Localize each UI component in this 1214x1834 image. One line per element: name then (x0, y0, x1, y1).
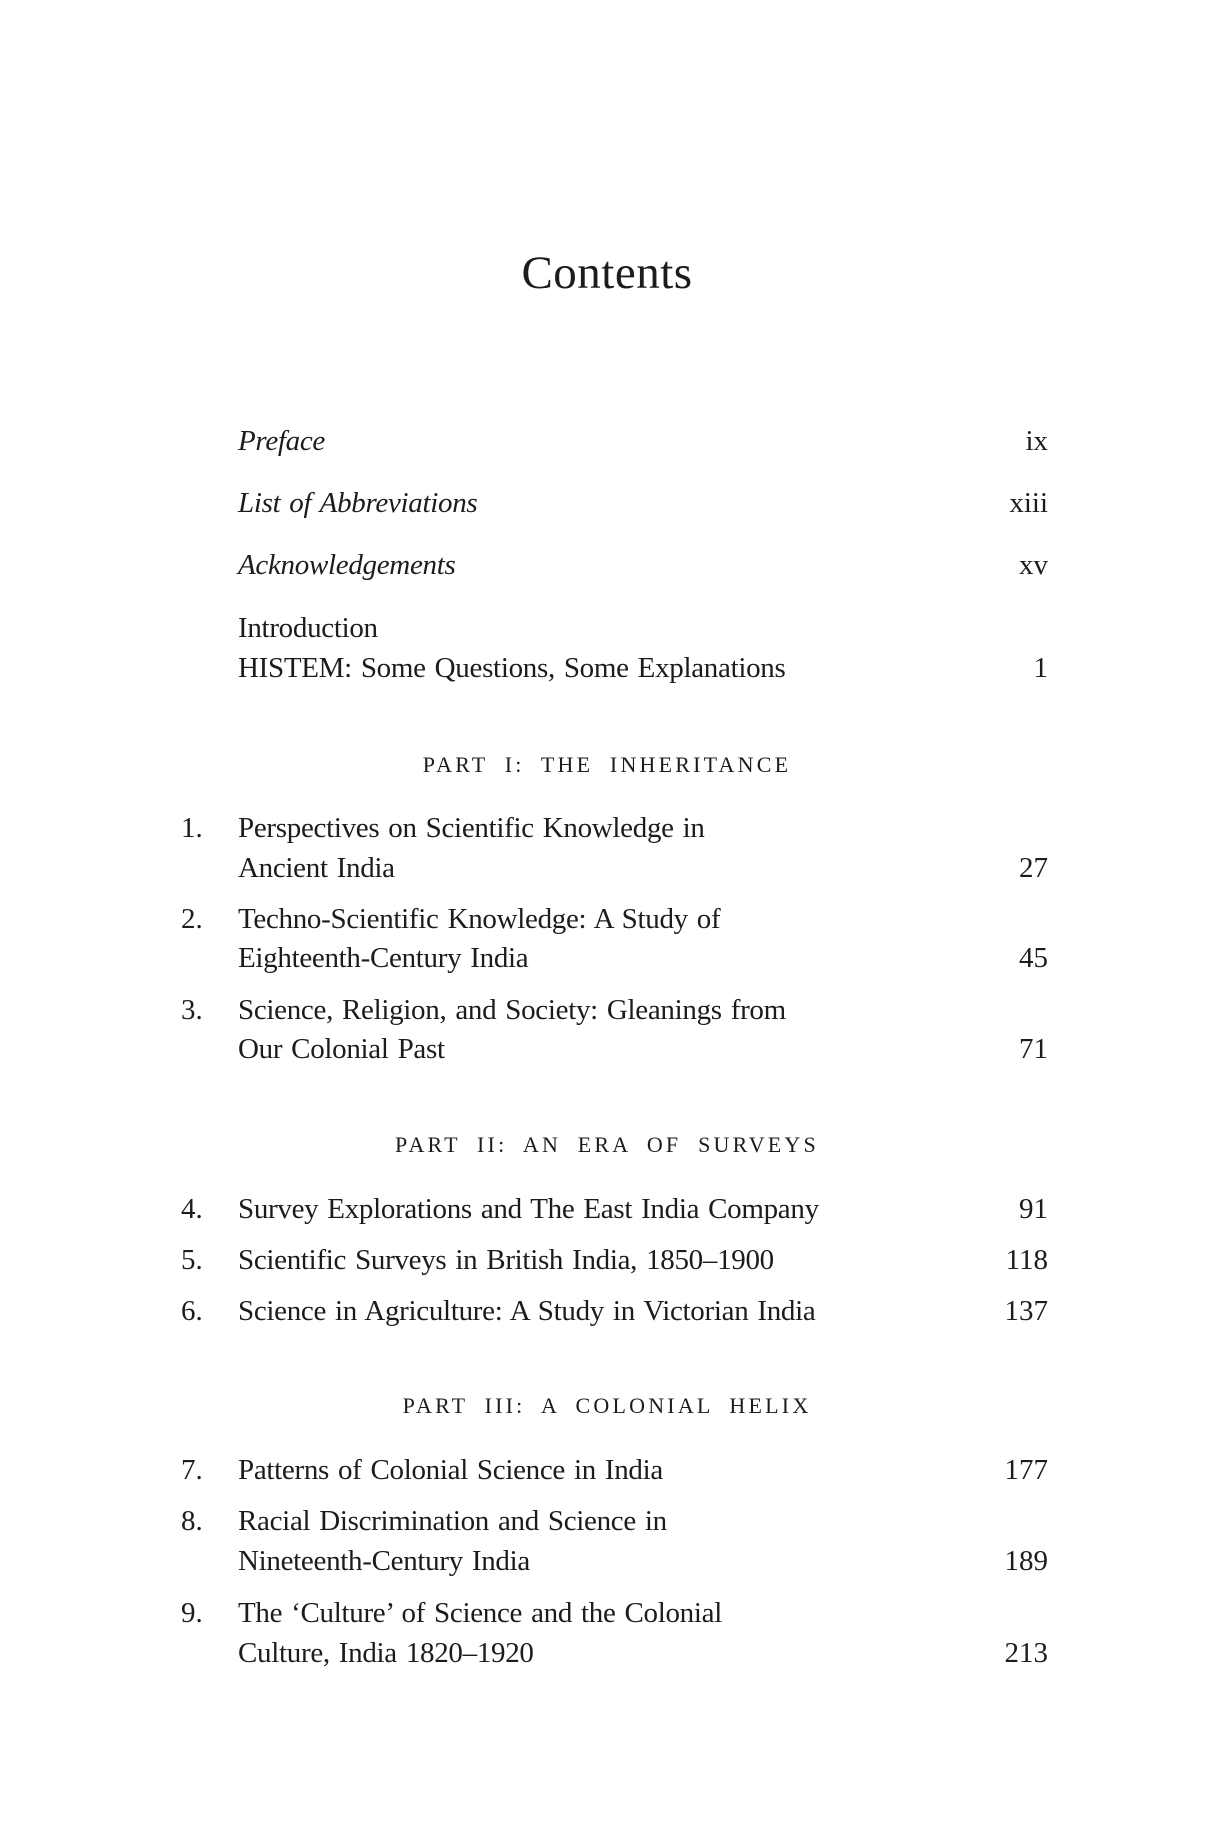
toc-entry-chapter-1-cont[interactable] (0, 850, 1214, 886)
entry-title: Acknowledgements (238, 549, 456, 581)
entry-title-line: Eighteenth-Century India (238, 942, 529, 974)
entry-title-line: Patterns of Colonial Science in India (238, 1454, 663, 1486)
entry-title-line: Culture, India 1820–1920 (238, 1637, 534, 1669)
entry-title-line: Nineteenth-Century India (238, 1545, 530, 1577)
chapter-number: 5. (181, 1244, 203, 1276)
entry-page-number: 91 (1019, 1193, 1048, 1225)
entry-title-line: Introduction (238, 612, 378, 644)
toc-entry-chapter-1[interactable] (0, 810, 1214, 846)
chapter-number: 1. (181, 812, 203, 844)
toc-entry-chapter-7[interactable] (0, 1452, 1214, 1488)
toc-entry-chapter-6[interactable] (0, 1293, 1214, 1329)
entry-page-number: 118 (1005, 1244, 1048, 1276)
chapter-number: 6. (181, 1295, 203, 1327)
entry-page-number: 189 (1004, 1545, 1048, 1577)
toc-entry-chapter-9-cont[interactable] (0, 1635, 1214, 1671)
entry-title: List of Abbreviations (238, 487, 478, 519)
page-title: Contents (521, 247, 693, 299)
entry-page-number: xv (1019, 549, 1048, 581)
part-heading-3: PART III: A COLONIAL HELIX (402, 1393, 812, 1418)
entry-page-number: 137 (1004, 1295, 1048, 1327)
toc-entry-chapter-5[interactable] (0, 1242, 1214, 1278)
entry-page-number: 27 (1019, 852, 1048, 884)
entry-page-number: 71 (1019, 1033, 1048, 1065)
toc-entry-chapter-3-cont[interactable] (0, 1031, 1214, 1067)
entry-page-number: 1 (1033, 652, 1048, 684)
toc-entry-chapter-2[interactable] (0, 901, 1214, 937)
entry-title-line: Survey Explorations and The East India Company (238, 1193, 819, 1225)
entry-title-line: Racial Discrimination and Science in (238, 1505, 667, 1537)
toc-entry-acknowledgements[interactable] (0, 547, 1214, 583)
toc-entry-chapter-8[interactable] (0, 1503, 1214, 1539)
entry-title-line: Our Colonial Past (238, 1033, 445, 1065)
entry-title-line: Science, Religion, and Society: Gleanings from (238, 994, 786, 1026)
toc-entry-chapter-8-cont[interactable] (0, 1543, 1214, 1579)
entry-page-number: 213 (1004, 1637, 1048, 1669)
entry-page-number: 45 (1019, 942, 1048, 974)
chapter-number: 3. (181, 994, 203, 1026)
entry-title-line: HISTEM: Some Questions, Some Explanations (238, 652, 786, 684)
toc-entry-introduction-subtitle[interactable] (0, 650, 1214, 686)
toc-entry-introduction[interactable] (0, 610, 1214, 646)
chapter-number: 4. (181, 1193, 203, 1225)
toc-entry-abbreviations[interactable] (0, 485, 1214, 521)
toc-entry-chapter-9[interactable] (0, 1595, 1214, 1631)
entry-title-line: Techno-Scientific Knowledge: A Study of (238, 903, 721, 935)
part-heading-2: PART II: AN ERA OF SURVEYS (395, 1132, 819, 1157)
toc-entry-chapter-3[interactable] (0, 992, 1214, 1028)
toc-entry-chapter-2-cont[interactable] (0, 940, 1214, 976)
part-heading-1: PART I: THE INHERITANCE (422, 752, 792, 777)
entry-title-line: Science in Agriculture: A Study in Victorian India (238, 1295, 816, 1327)
entry-page-number: xiii (1009, 487, 1048, 519)
entry-page-number: 177 (1004, 1454, 1048, 1486)
entry-title-line: The ‘Culture’ of Science and the Colonial (238, 1597, 722, 1629)
entry-title-line: Perspectives on Scientific Knowledge in (238, 812, 705, 844)
entry-page-number: ix (1025, 425, 1048, 457)
entry-title-line: Scientific Surveys in British India, 1850–1900 (238, 1244, 774, 1276)
toc-entry-preface[interactable] (0, 423, 1214, 459)
toc-entry-chapter-4[interactable] (0, 1191, 1214, 1227)
entry-title-line: Ancient India (238, 852, 395, 884)
chapter-number: 2. (181, 903, 203, 935)
entry-title: Preface (238, 425, 325, 457)
chapter-number: 8. (181, 1505, 203, 1537)
chapter-number: 7. (181, 1454, 203, 1486)
chapter-number: 9. (181, 1597, 203, 1629)
